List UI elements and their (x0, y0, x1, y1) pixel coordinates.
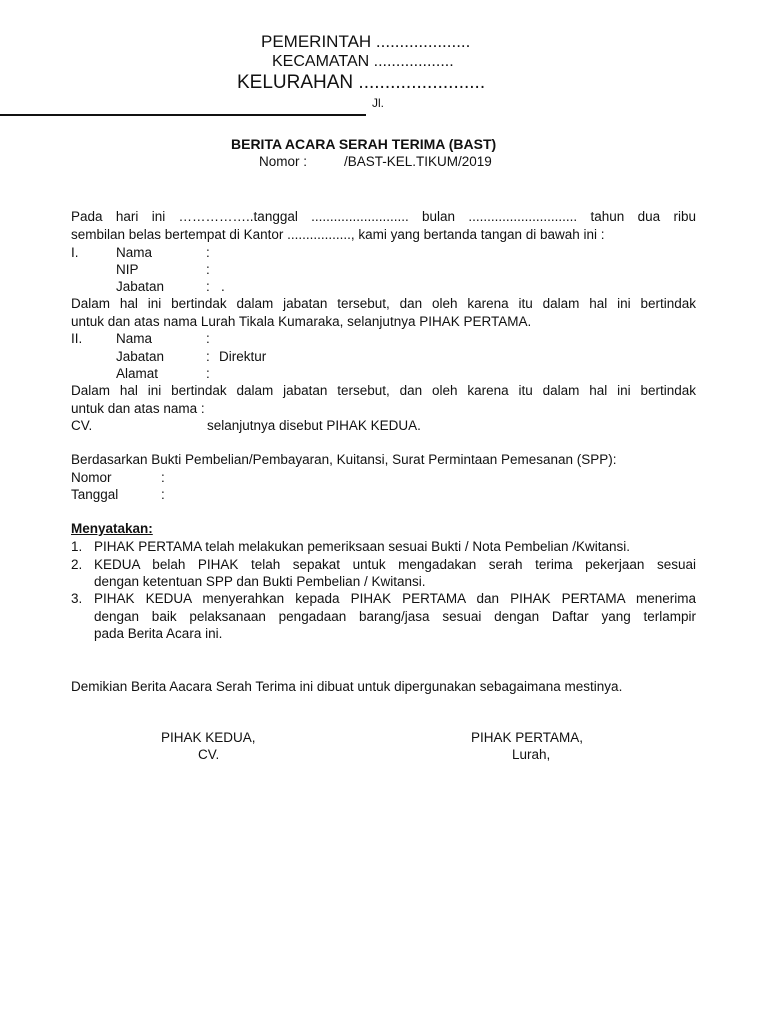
statement-item-number: 2. (71, 557, 83, 572)
statement-item-number: 1. (71, 539, 83, 554)
basis-text: Berdasarkan Bukti Pembelian/Pembayaran, Kuitansi, Surat Permintaan Pemesanan (SPP): (71, 452, 617, 467)
document-number-label: Nomor : (259, 154, 308, 169)
opening-line-2: sembilan belas bertempat di Kantor ................., kami yang bertanda tangan di bawah ini : (71, 227, 605, 242)
party2-number: II. (71, 331, 83, 346)
signature-right-position: Lurah, (512, 747, 551, 762)
closing-text: Demikian Berita Aacara Serah Terima ini dibuat untuk dipergunakan sebagaimana mestinya. (71, 679, 623, 694)
party1-description-1: Dalam hal ini bertindak dalam jabatan tersebut, dan oleh karena itu dalam hal ini bertindak (71, 296, 696, 311)
opening-line-1: Pada hari ini ……………..tanggal .......................... bulan ............................. tahun dua ribu (71, 209, 696, 224)
party2-name-label: Nama (116, 331, 153, 346)
party2-cv: CV. (71, 418, 93, 433)
header-district: KECAMATAN .................. (272, 53, 454, 70)
statement-item-line: PIHAK KEDUA menyerahkan kepada PIHAK PERTAMA dan PIHAK PERTAMA menerima (94, 591, 696, 606)
header-address: Jl. (372, 96, 384, 110)
signature-left-company: CV. (198, 747, 220, 762)
party2-address-colon: : (206, 366, 210, 381)
statement-item-line: PIHAK PERTAMA telah melakukan pemeriksaan sesuai Bukti / Nota Pembelian /Kwitansi. (94, 539, 630, 554)
party2-position-value: Direktur (219, 349, 267, 364)
statement-item-number: 3. (71, 591, 83, 606)
header-village: KELURAHAN ........................ (237, 72, 486, 93)
party1-nip-colon: : (206, 262, 210, 277)
basis-nomor-label: Nomor (71, 470, 112, 485)
signature-right-title: PIHAK PERTAMA, (471, 730, 584, 745)
party1-number: I. (71, 245, 79, 260)
party1-nip-label: NIP (116, 262, 139, 277)
party2-description-2: untuk dan atas nama : (71, 401, 205, 416)
document-title: BERITA ACARA SERAH TERIMA (BAST) (231, 136, 497, 152)
header-government: PEMERINTAH .................... (261, 32, 471, 51)
party1-name-label: Nama (116, 245, 153, 260)
basis-tanggal-colon: : (161, 487, 165, 502)
party2-position-label: Jabatan (116, 349, 165, 364)
statement-item-line: KEDUA belah PIHAK telah sepakat untuk mengadakan serah terima pekerjaan sesuai (94, 557, 696, 572)
document-number-value: /BAST-KEL.TIKUM/2019 (344, 154, 492, 169)
statement-heading: Menyatakan: (71, 521, 153, 536)
party1-position-colon: : (206, 279, 210, 294)
party1-name-colon: : (206, 245, 210, 260)
party2-position-colon: : (206, 349, 210, 364)
party2-description-1: Dalam hal ini bertindak dalam jabatan tersebut, dan oleh karena itu dalam hal ini bertindak (71, 383, 696, 398)
party1-description-2: untuk dan atas nama Lurah Tikala Kumaraka, selanjutnya PIHAK PERTAMA. (71, 314, 532, 329)
basis-nomor-colon: : (161, 470, 165, 485)
statement-item-line: dengan baik pelaksanaan pengadaan barang/jasa sesuai dengan Daftar yang terlampir (94, 609, 696, 624)
header-divider (0, 114, 366, 116)
statement-item-line: pada Berita Acara ini. (94, 626, 223, 641)
basis-tanggal-label: Tanggal (71, 487, 119, 502)
party2-name-colon: : (206, 331, 210, 346)
party2-cv-description: selanjutnya disebut PIHAK KEDUA. (207, 418, 421, 433)
statement-item-line: dengan ketentuan SPP dan Bukti Pembelian / Kwitansi. (94, 574, 426, 589)
party1-position-value: . (221, 279, 225, 294)
party1-position-label: Jabatan (116, 279, 165, 294)
party2-address-label: Alamat (116, 366, 159, 381)
signature-left-title: PIHAK KEDUA, (161, 730, 256, 745)
